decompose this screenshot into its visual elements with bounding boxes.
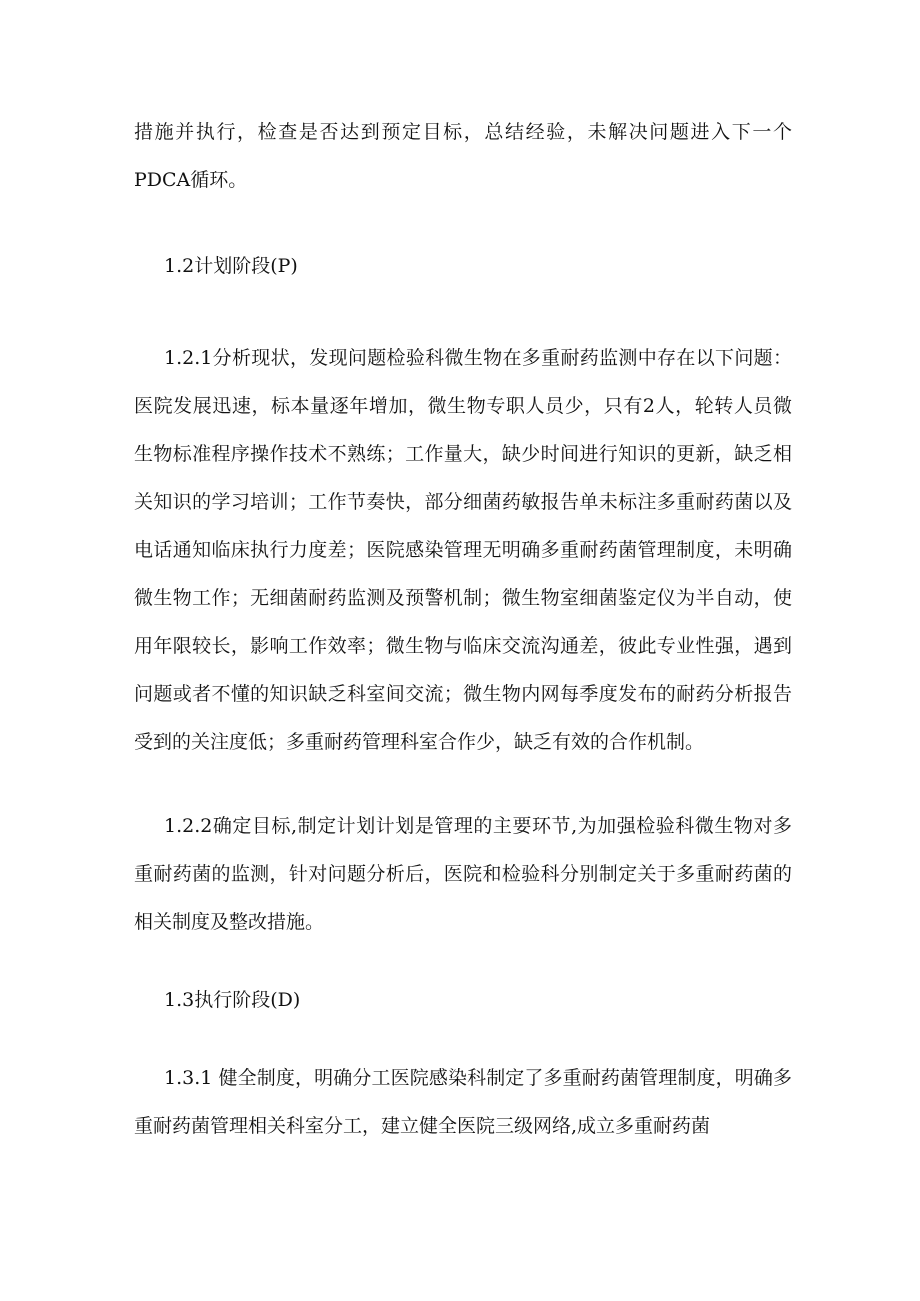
paragraph-1-2-1: 1.2.1分析现状，发现问题检验科微生物在多重耐药监测中存在以下问题：医院发展迅速，标本量逐年增加，微生物专职人员少，只有2人，轮转人员微生物标准程序操作技术不熟练；工作量大，缺少时间进行知识的更新，缺乏相关知识的学习培训；工作节奏快，部分细菌药敏报告单未标注多重耐药菌以及电话通知临床执行力度差；医院感染管理无明确多重耐药菌管理制度，未明确微生物工作；无细菌耐药监测及预警机制；微生物室细菌鉴定仪为半自动，使用年限较长，影响工作效率；微生物与临床交流沟通差，彼此专业性强，遇到问题或者不懂的知识缺乏科室间交流；微生物内网每季度发布的耐药分析报告受到的关注度低；多重耐药管理科室合作少，缺乏有效的合作机制。 (134, 347, 792, 753)
paragraph-1-2-2: 1.2.2确定目标,制定计划计划是管理的主要环节,为加强检验科微生物对多重耐药菌的监测，针对问题分析后，医院和检验科分别制定关于多重耐药菌的相关制度及整改措施。 (134, 815, 792, 933)
paragraph-1-3-1: 1.3.1 健全制度，明确分工医院感染科制定了多重耐药菌管理制度，明确多重耐药菌管理相关科室分工，建立健全医院三级网络,成立多重耐药菌 (134, 1067, 792, 1137)
paragraph-continuation: 措施并执行，检查是否达到预定目标，总结经验，未解决问题进入下一个PDCA循环。 (134, 121, 792, 191)
section-heading-1-3: 1.3执行阶段(D) (164, 989, 301, 1011)
section-heading-1-2: 1.2计划阶段(P) (164, 255, 298, 277)
